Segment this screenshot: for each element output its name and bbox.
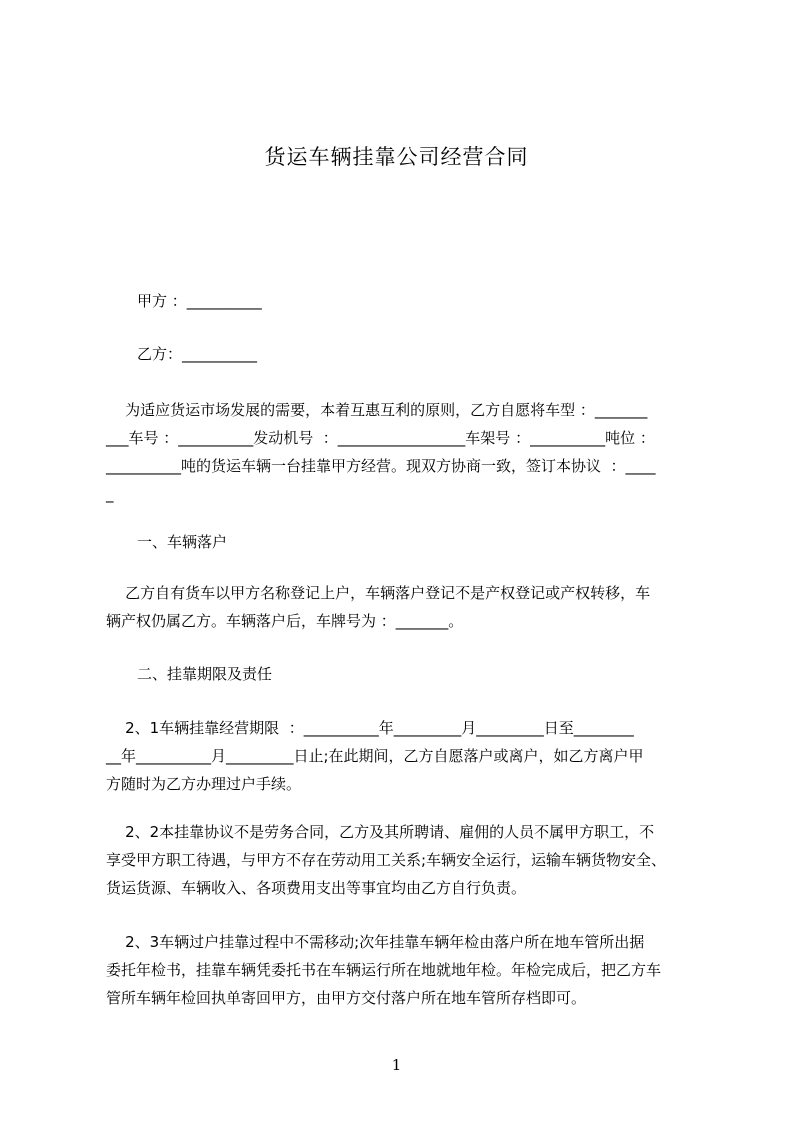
party-b-line: 乙方：__________ — [137, 345, 258, 363]
paragraph-line: 管所车辆年检回执单寄回甲方，由甲方交付落户所在地车管所存档即可。 — [106, 989, 587, 1007]
clause-2-2-paragraph — [106, 818, 700, 902]
paragraph-line: 2、1车辆挂靠经营期限 ：__________年_________月_________日至________ — [106, 719, 634, 737]
document-title: 货运车辆挂靠公司经营合同 — [264, 145, 529, 169]
page-number: 1 — [391, 1056, 402, 1074]
party-a-line: 甲方 ：__________ — [137, 292, 262, 310]
paragraph-line: 委托年检书，挂靠车辆凭委托书在车辆运行所在地就地年检。年检完成后，把乙方车 — [106, 961, 662, 979]
paragraph-line: __________吨的货运车辆一台挂靠甲方经营。现双方协商一致，签订本协议 ：____ — [106, 457, 656, 475]
paragraph-line: 享受甲方职工待遇，与甲方不存在劳动用工关系;车辆安全运行，运输车辆货物安全、 — [106, 851, 667, 869]
section-1-heading: 一、车辆落户 — [137, 533, 228, 551]
paragraph-line: 辆产权仍属乙方。车辆落户后，车牌号为 ：_______。 — [106, 612, 464, 630]
section-2-heading: 二、挂靠期限及责任 — [137, 665, 273, 683]
intro-paragraph — [106, 396, 700, 508]
paragraph-line: __年__________月_________日止;在此期间，乙方自愿落户或离户，如乙方离户甲 — [106, 747, 644, 765]
paragraph-line: 乙方自有货车以甲方名称登记上户，车辆落户登记不是产权登记或产权转移，车 — [106, 584, 651, 602]
paragraph-line: 2、2本挂靠协议不是劳务合同，乙方及其所聘请、雇佣的人员不属甲方职工，不 — [106, 823, 655, 841]
clause-2-1-paragraph — [106, 714, 700, 798]
paragraph-line: 方随时为乙方办理过户手续。 — [106, 775, 302, 793]
paragraph-line: ___车号 ：__________发动机号 ：_________________车架号 ：__________吨位 ： — [106, 429, 655, 447]
paragraph-line: 2、3车辆过户挂靠过程中不需移动;次年挂靠车辆年检由落户所在地车管所出据 — [106, 933, 645, 951]
paragraph-line: _ — [106, 485, 114, 503]
clause-2-3-paragraph — [106, 928, 700, 1012]
paragraph-line: 货运货源、车辆收入、各项费用支出等事宜均由乙方自行负责。 — [106, 879, 527, 897]
section-1-paragraph — [106, 579, 700, 635]
paragraph-line: 为适应货运市场发展的需要，本着互惠互利的原则，乙方自愿将车型 ：_______ — [106, 401, 648, 419]
